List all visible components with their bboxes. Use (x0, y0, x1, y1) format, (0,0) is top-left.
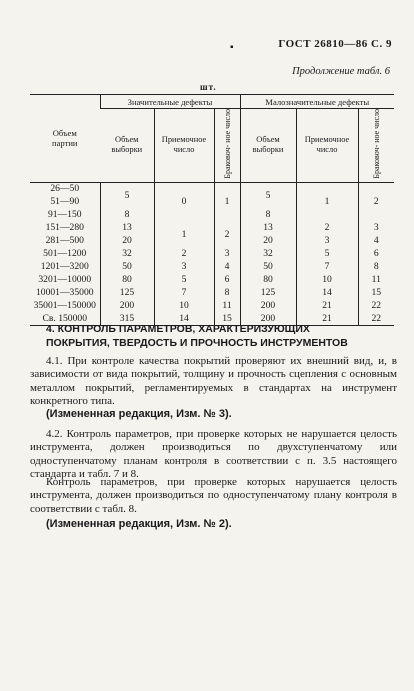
lot-size-cell: 151—280 (45, 222, 84, 234)
rejection-number-header: Браковоч- ное число (214, 109, 240, 183)
lot-size-cell: 501—1200 (43, 248, 87, 260)
rejection-number-cell: 15 (358, 286, 394, 299)
lot-size-cell: 1201—3200 (40, 261, 89, 273)
paragraph-4-2: 4.2. Контроль параметров, при проверке которых не нарушается целость инструмента, должен производиться по двухступенчатому или одноступенчатому планам контроля в соответствии с п. 3.5 настоящего стандарта и табл. 7 и 8. (30, 428, 397, 481)
unit-label: шт. (200, 82, 217, 92)
rejection-number-cell: 11 (358, 273, 394, 286)
lot-size-cell: 35001—150000 (33, 300, 96, 312)
page-header: ГОСТ 26810—86 С. 9 (278, 38, 392, 50)
sample-size-cell: 5 (100, 182, 154, 208)
paragraph-4-2-continued: Контроль параметров, при проверке которых нарушается целость инструмента, должен производиться по одноступенчатому плану контроля в соответствии с табл. 8. (30, 476, 397, 515)
rejection-number-cell: 8 (358, 260, 394, 273)
acceptance-number-cell: 14 (154, 312, 214, 325)
minor-defects-header: Малозначительные дефекты (240, 95, 394, 109)
sample-size-cell: 20 (100, 234, 154, 247)
acceptance-number-cell: 1 (154, 221, 214, 247)
rejection-number-cell: 22 (358, 299, 394, 312)
acceptance-number-cell: 10 (154, 299, 214, 312)
lot-size-cell: 91—150 (47, 209, 82, 221)
rejection-number-cell: 2 (214, 221, 240, 247)
table-row (30, 299, 394, 312)
rejection-number-cell: 3 (358, 221, 394, 234)
lot-size-cell: 26—50 (50, 183, 80, 195)
table-row (30, 286, 394, 299)
rejection-number-cell: 6 (214, 273, 240, 286)
amendment-note: (Измененная редакция, Изм. № 3). (46, 408, 232, 420)
acceptance-number-cell: 3 (296, 234, 358, 247)
acceptance-number-cell: 14 (296, 286, 358, 299)
acceptance-number-cell: 10 (296, 273, 358, 286)
lot-size-header: Объем партии (30, 95, 100, 183)
sample-size-cell: 315 (100, 312, 154, 325)
acceptance-number-header: Приемочное число (296, 109, 358, 183)
lot-size-cell: 51—90 (50, 196, 80, 208)
rejection-number-cell: 3 (214, 247, 240, 260)
table-row (30, 260, 394, 273)
rejection-number-cell: 1 (214, 182, 240, 221)
sampling-plan-table (30, 94, 394, 326)
acceptance-number-cell: 7 (296, 260, 358, 273)
rejection-number-cell: 11 (214, 299, 240, 312)
sample-size-cell: 32 (240, 247, 296, 260)
acceptance-number-cell: 5 (296, 247, 358, 260)
acceptance-number-cell: 21 (296, 299, 358, 312)
rejection-number-cell: 8 (214, 286, 240, 299)
rejection-number-cell: 6 (358, 247, 394, 260)
sample-size-header: Объем выборки (240, 109, 296, 183)
rejection-number-cell: 22 (358, 312, 394, 325)
significant-defects-header: Значительные дефекты (100, 95, 240, 109)
acceptance-number-cell: 1 (296, 182, 358, 221)
sample-size-cell: 13 (240, 221, 296, 234)
table-continuation-label: Продолжение табл. 6 (292, 66, 390, 77)
acceptance-number-cell: 3 (154, 260, 214, 273)
paragraph-4-1: 4.1. При контроле качества покрытий проверяют их внешний вид, и, в зависимости от вида покрытий, толщину и прочность сцепления с основным металлом покрытий, регламентируемых в стандартах на инструмент конкретного типа. (30, 355, 397, 408)
sample-size-cell: 200 (240, 312, 296, 325)
sample-size-cell: 13 (100, 221, 154, 234)
rejection-number-cell: 4 (214, 260, 240, 273)
sample-size-cell: 8 (240, 208, 296, 221)
sample-size-cell: 50 (100, 260, 154, 273)
sample-size-cell: 200 (100, 299, 154, 312)
lot-size-cell: 10001—35000 (35, 287, 94, 299)
sample-size-cell: 32 (100, 247, 154, 260)
acceptance-number-cell: 7 (154, 286, 214, 299)
table-row (30, 247, 394, 260)
amendment-note: (Измененная редакция, Изм. № 2). (46, 518, 232, 530)
sample-size-cell: 80 (240, 273, 296, 286)
sample-size-cell: 125 (100, 286, 154, 299)
acceptance-number-cell: 5 (154, 273, 214, 286)
acceptance-number-header: Приемочное число (154, 109, 214, 183)
acceptance-number-cell: 2 (154, 247, 214, 260)
lot-size-cell: 281—500 (45, 235, 84, 247)
lot-size-cell: 3201—10000 (38, 274, 92, 286)
sample-size-cell: 80 (100, 273, 154, 286)
table-row (30, 221, 394, 234)
table-row (30, 182, 394, 195)
rejection-number-cell: 4 (358, 234, 394, 247)
sample-size-cell: 20 (240, 234, 296, 247)
sample-size-header: Объем выборки (100, 109, 154, 183)
lot-size-cell: Св. 150000 (30, 312, 100, 325)
sample-size-cell: 200 (240, 299, 296, 312)
acceptance-number-cell: 0 (154, 182, 214, 221)
page-mark: ▪ (230, 42, 234, 53)
table-row (30, 273, 394, 286)
rejection-number-header: Браковоч- ное число (358, 109, 394, 183)
sample-size-cell: 5 (240, 182, 296, 208)
rejection-number-cell: 15 (214, 312, 240, 325)
sample-size-cell: 8 (100, 208, 154, 221)
section-title: 4. КОНТРОЛЬ ПАРАМЕТРОВ, ХАРАКТЕРИЗУЮЩИХ ПОКРЫТИЯ, ТВЕРДОСТЬ И ПРОЧНОСТЬ ИНСТРУМЕНТОВ (46, 323, 348, 349)
rejection-number-cell: 2 (358, 182, 394, 221)
sample-size-cell: 125 (240, 286, 296, 299)
acceptance-number-cell: 21 (296, 312, 358, 325)
sample-size-cell: 50 (240, 260, 296, 273)
acceptance-number-cell: 2 (296, 221, 358, 234)
